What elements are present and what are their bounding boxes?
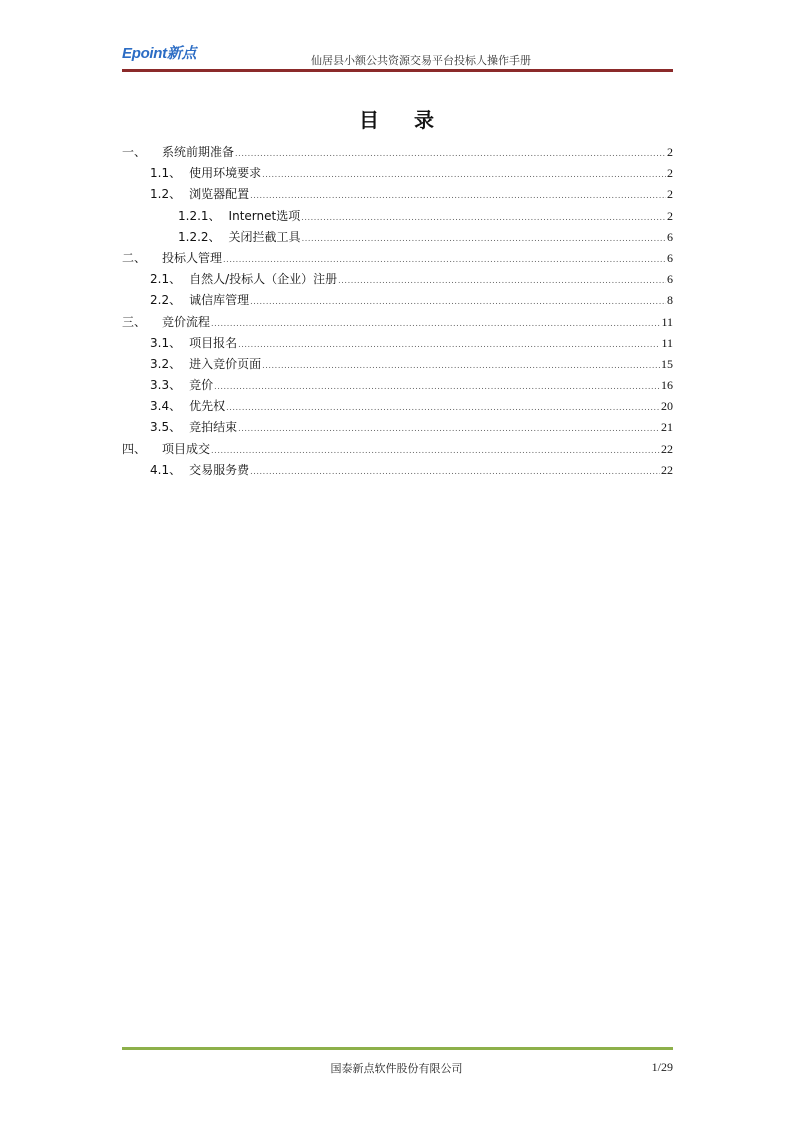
toc-dot-leader bbox=[238, 334, 660, 355]
table-of-contents bbox=[122, 142, 673, 481]
toc-entry-label: 竞拍结束 bbox=[189, 420, 238, 435]
toc-entry-label: 系统前期准备 bbox=[162, 145, 235, 159]
toc-entry[interactable] bbox=[122, 439, 673, 460]
toc-dot-leader bbox=[301, 207, 666, 228]
toc-entry-number: 3.1、 bbox=[150, 335, 182, 350]
toc-entry[interactable] bbox=[122, 375, 673, 396]
toc-entry-page: 22 bbox=[661, 441, 673, 456]
toc-entry-page: 11 bbox=[661, 335, 673, 350]
toc-entry[interactable] bbox=[122, 184, 673, 205]
toc-entry-label: 诚信库管理 bbox=[189, 293, 250, 308]
toc-dot-leader bbox=[214, 376, 660, 397]
toc-entry-number: 三、 bbox=[122, 314, 147, 329]
toc-dot-leader bbox=[226, 397, 660, 418]
toc-entry[interactable] bbox=[122, 290, 673, 311]
toc-entry-label: 进入竞价页面 bbox=[189, 356, 262, 371]
toc-entry-page: 8 bbox=[667, 293, 673, 308]
header-divider bbox=[122, 69, 673, 72]
toc-entry-number: 四、 bbox=[122, 441, 147, 456]
epoint-logo: Epoint新点 bbox=[122, 45, 197, 62]
toc-dot-leader bbox=[250, 185, 666, 206]
toc-entry-number: 4.1、 bbox=[150, 462, 182, 477]
toc-entry-label: 竞价流程 bbox=[162, 314, 211, 329]
toc-entry[interactable] bbox=[122, 460, 673, 481]
toc-entry-number: 二、 bbox=[122, 250, 147, 265]
document-title: 仙居县小额公共资源交易平台投标人操作手册 bbox=[311, 54, 531, 67]
toc-dot-leader bbox=[211, 313, 660, 334]
toc-heading: 目 录 bbox=[359, 108, 448, 132]
toc-entry-number: 2.2、 bbox=[150, 293, 182, 308]
toc-entry-page: 6 bbox=[667, 229, 673, 244]
toc-entry-label: Internet选项 bbox=[228, 208, 301, 223]
toc-entry-label: 自然人/投标人（企业）注册 bbox=[189, 272, 338, 287]
toc-entry[interactable] bbox=[122, 163, 673, 184]
toc-entry-label: 项目成交 bbox=[162, 441, 211, 456]
toc-entry-page: 21 bbox=[661, 420, 673, 435]
toc-entry-number: 2.1、 bbox=[150, 272, 182, 287]
toc-entry-number: 3.5、 bbox=[150, 420, 182, 435]
toc-entry-page: 15 bbox=[661, 356, 673, 371]
toc-entry[interactable] bbox=[122, 227, 673, 248]
toc-entry[interactable] bbox=[122, 396, 673, 417]
toc-entry-label: 浏览器配置 bbox=[189, 187, 250, 202]
page-number: 1/29 bbox=[651, 1060, 673, 1074]
toc-entry-page: 2 bbox=[667, 187, 673, 202]
toc-entry-label: 优先权 bbox=[189, 399, 226, 414]
footer-company-name: 国泰新点软件股份有限公司 bbox=[330, 1062, 463, 1075]
toc-entry[interactable] bbox=[122, 269, 673, 290]
toc-entry[interactable] bbox=[122, 142, 673, 163]
toc-entry-number: 1.2.2、 bbox=[178, 229, 221, 244]
toc-dot-leader bbox=[302, 228, 666, 249]
footer-divider bbox=[122, 1047, 673, 1050]
toc-entry-page: 6 bbox=[667, 250, 673, 265]
toc-entry-page: 6 bbox=[667, 272, 673, 287]
toc-entry-page: 2 bbox=[667, 166, 673, 181]
toc-dot-leader bbox=[250, 291, 666, 312]
toc-entry-number: 3.3、 bbox=[150, 378, 182, 393]
toc-entry-number: 1.2、 bbox=[150, 187, 182, 202]
page-header bbox=[122, 40, 673, 74]
toc-entry-label: 使用环境要求 bbox=[189, 166, 262, 181]
toc-entry-number: 1.2.1、 bbox=[178, 208, 221, 223]
toc-entry-number: 1.1、 bbox=[150, 166, 182, 181]
toc-entry-page: 2 bbox=[667, 145, 673, 159]
toc-dot-leader bbox=[262, 164, 666, 185]
toc-entry-label: 项目报名 bbox=[189, 335, 238, 350]
toc-entry[interactable] bbox=[122, 312, 673, 333]
toc-dot-leader bbox=[223, 249, 666, 270]
toc-entry-page: 20 bbox=[661, 399, 673, 414]
toc-dot-leader bbox=[338, 270, 666, 291]
toc-dot-leader bbox=[262, 355, 660, 376]
toc-entry[interactable] bbox=[122, 206, 673, 227]
toc-entry-page: 11 bbox=[661, 314, 673, 329]
toc-entry-number: 3.2、 bbox=[150, 356, 182, 371]
toc-entry-number: 3.4、 bbox=[150, 399, 182, 414]
toc-entry-number: 一、 bbox=[122, 145, 147, 159]
toc-dot-leader bbox=[238, 418, 660, 439]
toc-dot-leader bbox=[250, 461, 660, 482]
toc-dot-leader bbox=[235, 143, 666, 164]
toc-entry-label: 关闭拦截工具 bbox=[228, 229, 301, 244]
toc-entry-page: 2 bbox=[667, 208, 673, 223]
toc-entry[interactable] bbox=[122, 417, 673, 438]
toc-entry-label: 投标人管理 bbox=[162, 250, 223, 265]
toc-entry-page: 22 bbox=[661, 462, 673, 477]
toc-entry-label: 竞价 bbox=[189, 378, 214, 393]
toc-entry[interactable] bbox=[122, 333, 673, 354]
toc-entry[interactable] bbox=[122, 354, 673, 375]
toc-dot-leader bbox=[211, 440, 660, 461]
toc-entry-label: 交易服务费 bbox=[189, 462, 250, 477]
toc-entry[interactable] bbox=[122, 248, 673, 269]
toc-entry-page: 16 bbox=[661, 378, 673, 393]
